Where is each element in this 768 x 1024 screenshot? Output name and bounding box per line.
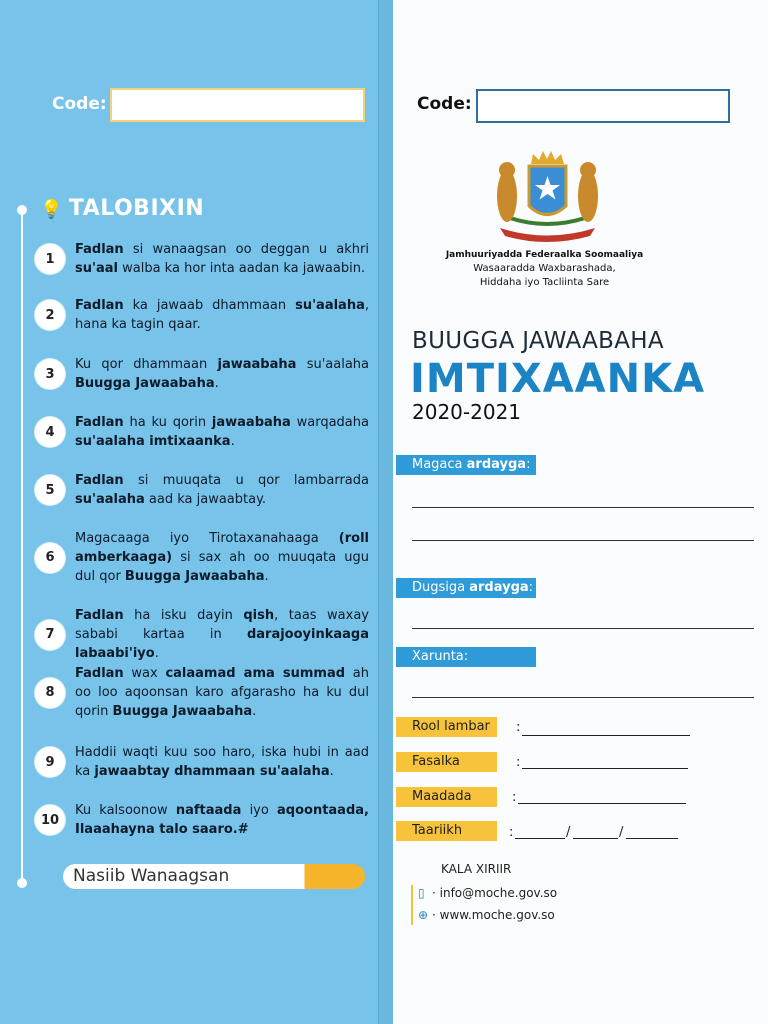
exam-title: IMTIXAANKA	[410, 356, 706, 402]
tip-text-normal: aad ka jawaabtay.	[144, 492, 267, 507]
tip-text-normal: Ku qor dhammaan	[75, 357, 218, 372]
subject-colon: :	[512, 790, 517, 805]
tip-text-bold: Buugga Jawaabaha	[124, 569, 265, 584]
tip-text-bold: qish	[243, 608, 275, 623]
tip-text-bold: Fadlan	[75, 298, 124, 313]
contact-website-row: ⊕ · www.moche.gov.so	[418, 908, 555, 922]
roll-number-label: Rool lambar	[396, 717, 497, 737]
tip-text-bold: , Ilaaahayna talo saaro.#	[75, 803, 369, 837]
fold-strip	[378, 0, 394, 1024]
tip-number-badge: 4	[35, 417, 65, 447]
tip-number-badge: 8	[35, 678, 65, 708]
lightbulb-icon: 💡	[40, 199, 63, 220]
tips-title: TALOBIXIN	[68, 196, 205, 221]
tip-text-normal: ha isku dayin	[123, 608, 244, 623]
tip-text-normal: .	[252, 704, 257, 719]
tip-text-normal: Haddii waqti kuu soo haro, iska hubi in aad ka	[75, 745, 369, 779]
center-label: Xarunta:	[396, 647, 536, 667]
tip-text-normal: .	[214, 376, 219, 391]
tip-text-normal: ka jawaab dhammaan	[123, 298, 296, 313]
tip-text	[75, 355, 369, 393]
tip-text-bold: Fadlan	[75, 473, 124, 488]
tip-text-normal: Ku kalsoonow	[75, 803, 176, 818]
tip-text-bold: jawaabaha	[217, 357, 297, 372]
school-label: Dugsiga ardayga:	[396, 578, 536, 598]
tip-number-badge: 3	[35, 359, 65, 389]
tip-text-normal: ah oo loo aqoonsan karo afgarasho ha ku dul qorin	[75, 666, 369, 719]
date-year-line[interactable]	[626, 838, 678, 839]
tip-text-bold: jawaabtay dhammaan su'aalaha	[94, 764, 330, 779]
contact-website[interactable]: www.moche.gov.so	[439, 908, 555, 922]
tip-text-bold: aqoontaada	[277, 803, 365, 818]
tip-text	[75, 413, 369, 451]
contact-email-row: ▯ · info@moche.gov.so	[418, 886, 558, 900]
globe-icon: ⊕	[418, 908, 429, 922]
student-name-line-1[interactable]	[412, 507, 754, 508]
tip-text-bold: su'aalaha imtixaanka	[75, 434, 231, 449]
tip-text-normal: .	[154, 646, 159, 661]
left-code-field[interactable]	[110, 88, 365, 122]
right-code-label: Code:	[417, 94, 472, 114]
tip-number-badge: 7	[35, 620, 65, 650]
tip-text	[75, 743, 369, 781]
date-label: Taariikh	[396, 821, 497, 841]
tip-text-bold: Buugga Jawaabaha	[112, 704, 253, 719]
student-name-line-2[interactable]	[412, 540, 754, 541]
date-day-line[interactable]	[515, 838, 565, 839]
tip-text-bold: naftaada	[175, 803, 242, 818]
tip-text-normal: iyo	[241, 803, 277, 818]
tip-number-badge: 5	[35, 475, 65, 505]
tip-text-bold: (roll amberkaaga)	[75, 531, 369, 565]
good-luck-text: Nasiib Wanaagsan	[73, 866, 230, 886]
subject-line[interactable]	[518, 803, 686, 804]
roll-colon: :	[516, 720, 521, 735]
tip-text	[75, 664, 369, 721]
somalia-coat-of-arms-icon	[485, 148, 610, 248]
tip-text-normal: ha ku qorin	[123, 415, 212, 430]
tip-text-bold: su'aalaha	[75, 492, 145, 507]
tip-text	[75, 529, 369, 586]
date-slash-2: /	[619, 825, 624, 840]
exam-year: 2020-2021	[412, 400, 522, 424]
phone-icon: ▯	[418, 886, 425, 900]
tip-text-bold: Fadlan	[75, 242, 124, 257]
tip-text-normal: walba ka hor inta aadan ka jawaabin.	[117, 261, 366, 276]
tip-text-normal: Magacaaga iyo Tirotaxanahaaga	[75, 531, 339, 546]
right-code-field[interactable]	[476, 89, 730, 123]
gov-line-3: Hiddaha iyo Tacliinta Sare	[479, 277, 610, 288]
timeline-line	[21, 210, 23, 885]
contact-title: KALA XIRIIR	[441, 862, 512, 876]
date-slash-1: /	[566, 825, 571, 840]
class-colon: :	[516, 755, 521, 770]
tips-heading	[40, 196, 204, 221]
tip-number-badge: 2	[35, 300, 65, 330]
left-code-label: Code:	[52, 94, 107, 114]
tip-number-badge: 9	[35, 747, 65, 777]
timeline-dot-top	[17, 205, 27, 215]
tip-text	[75, 801, 369, 839]
center-line[interactable]	[412, 697, 754, 698]
roll-number-line[interactable]	[522, 735, 690, 736]
school-line[interactable]	[412, 628, 754, 629]
tip-text	[75, 240, 369, 278]
tip-text-normal: , hana ka tagin qaar.	[75, 298, 369, 332]
tip-text-normal: , taas waxay sababi kartaa in	[75, 608, 370, 642]
good-luck-banner	[63, 864, 365, 889]
subject-label: Maadada	[396, 787, 497, 807]
gov-line-1: Jamhuuriyadda Federaalka Soomaaliya	[445, 250, 644, 260]
tip-text-bold: Fadlan	[75, 666, 124, 681]
tip-text-bold: Fadlan	[75, 415, 124, 430]
book-title: BUUGGA JAWAABAHA	[412, 328, 664, 354]
tip-text-normal: .	[329, 764, 334, 779]
contact-email[interactable]: info@moche.gov.so	[439, 886, 558, 900]
tip-text-normal: warqadaha	[290, 415, 369, 430]
tip-text-bold: su'aalaha	[295, 298, 365, 313]
tip-text-normal: si muuqata u qor lambarrada	[123, 473, 369, 488]
class-label: Fasalka	[396, 752, 497, 772]
tip-text-bold: Buugga Jawaabaha	[75, 376, 215, 391]
contact-accent-bar	[411, 885, 413, 925]
tip-text-bold: calaamad ama summad	[165, 666, 346, 681]
tip-text-normal: .	[230, 434, 235, 449]
tip-number-badge: 1	[35, 244, 65, 274]
tip-text-normal: su'aalaha	[296, 357, 370, 372]
tip-text-bold: darajooyinkaaga labaabi'iyo	[75, 627, 369, 661]
tip-text-normal: .	[264, 569, 269, 584]
tip-text-normal: si wanaagsan oo deggan u akhri	[123, 242, 369, 257]
tip-number-badge: 6	[35, 543, 65, 573]
tip-text	[75, 471, 369, 509]
tip-text-bold: Fadlan	[75, 608, 124, 623]
timeline-dot-bottom	[17, 878, 27, 888]
tip-text-bold: jawaabaha	[211, 415, 291, 430]
tip-text-bold: su'aal	[75, 261, 118, 276]
class-line[interactable]	[522, 768, 688, 769]
date-colon: :	[509, 825, 514, 840]
student-name-label: Magaca ardayga:	[396, 455, 536, 475]
date-month-line[interactable]	[573, 838, 618, 839]
tip-text-normal: si sax ah oo muuqata ugu dul qor	[75, 550, 369, 584]
tip-text	[75, 606, 369, 663]
tip-number-badge: 10	[35, 805, 65, 835]
gov-line-2: Wasaaradda Waxbarashada,	[473, 263, 616, 274]
tip-text	[75, 296, 369, 334]
tip-text-normal: wax	[123, 666, 166, 681]
